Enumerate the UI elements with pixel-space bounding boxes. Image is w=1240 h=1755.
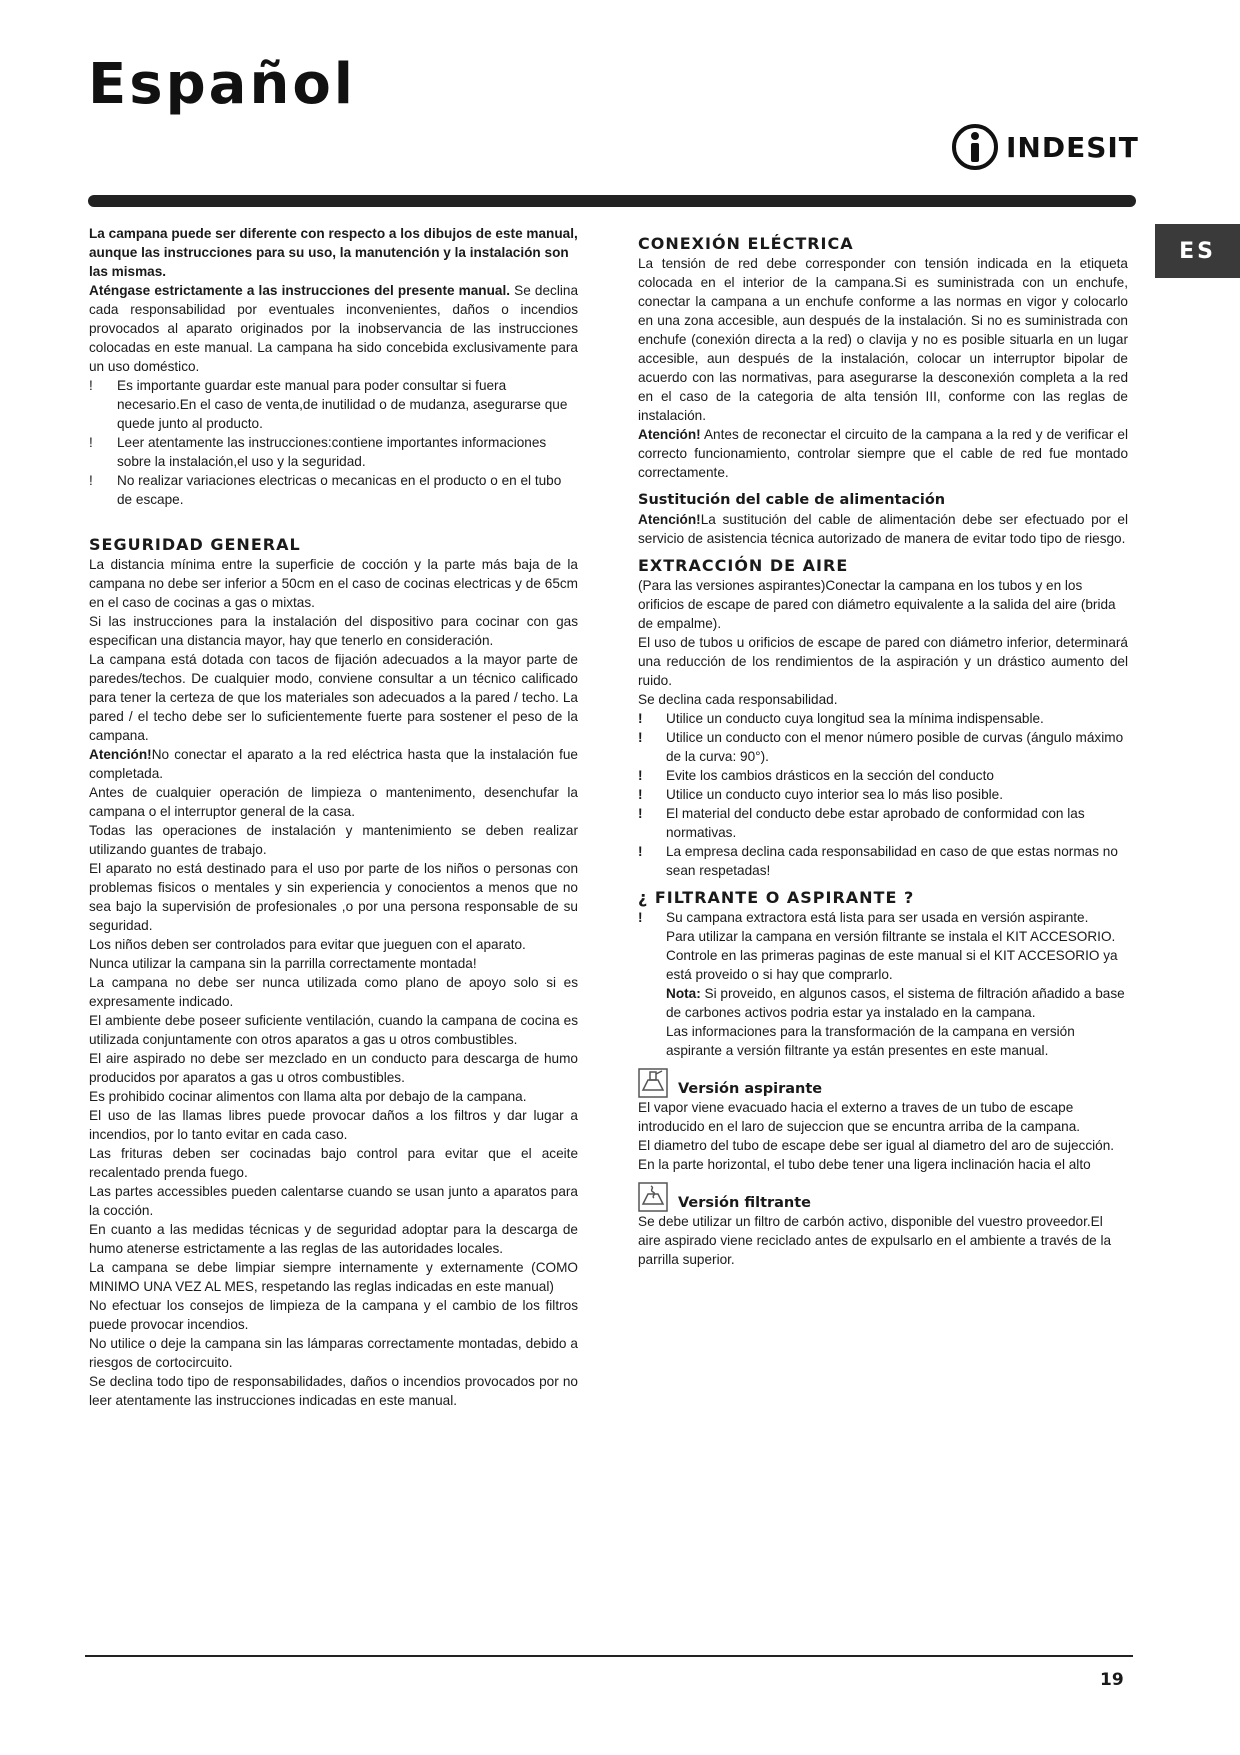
- right-column: [638, 234, 1128, 1269]
- seguridad-p16: Las partes accessibles pueden calentarse cuando se usan junto a aparatos para la cocción.: [89, 1184, 578, 1218]
- cable-heading: Sustitución del cable de alimentación: [638, 492, 946, 508]
- language-tab: ES: [1155, 224, 1240, 278]
- extraccion-heading: EXTRACCIÓN DE AIRE: [638, 556, 849, 575]
- conexion-heading: CONEXIÓN ELÉCTRICA: [638, 234, 854, 253]
- list-item: ! Utilice un conducto cuyo interior sea lo más liso posible.: [638, 787, 1003, 802]
- intro-text: Se declina cada responsabilidad por eventuales inconvenientes, daños o incendios provocados al aparato originados por la inobservancia de las instrucciones colocadas en este manual. La campana ha sido concebida exclusivamente para un uso doméstico.: [89, 283, 578, 374]
- seguridad-p13: Es prohibido cocinar alimentos con llama alta por debajo de la campana.: [89, 1089, 527, 1104]
- list-item: ! Utilice un conducto con el menor número posible de curvas (ángulo máximo de la curva: 90°).: [638, 730, 1124, 764]
- seguridad-p11: El ambiente debe poseer suficiente ventilación, cuando la campana de cocina es utilizada conjuntamente con otros aparatos a gas u otros combustibles.: [89, 1013, 578, 1047]
- hood-filter-icon: [638, 1182, 668, 1212]
- list-item: ! No realizar variaciones electricas o mecanicas en el producto o en el tubo de escape.: [89, 473, 562, 507]
- page-title: Español: [88, 52, 356, 117]
- seguridad-p10: La campana no debe ser nunca utilizada como plano de apoyo solo si es expresamente indicado.: [89, 975, 578, 1009]
- list-item: ! El material del conducto debe estar aprobado de conformidad con las normativas.: [638, 806, 1085, 840]
- aspirante-p3: En la parte horizontal, el tubo debe tener una ligera inclinación hacia el alto: [638, 1157, 1091, 1172]
- seguridad-p18: La campana se debe limpiar siempre internamente y externamente (COMO MINIMO UNA VEZ AL MES, respetando las reglas indicadas en este manual): [89, 1260, 578, 1294]
- seguridad-p3: La campana está dotada con tacos de fijación adecuados a la mayor parte de paredes/techos. De cualquier modo, conviene consultar a un técnico calificado para tener la certeza de que los materiales son adecuados a la pared / techo. La pared / el techo debe ser lo suficientemente fuerte para sostener el peso de la campana.: [89, 652, 578, 743]
- seguridad-p14: El uso de las llamas libres puede provocar daños a los filtros y dar lugar a incendios, por lo tanto evitar en cada caso.: [89, 1108, 578, 1142]
- seguridad-p12: El aire aspirado no debe ser mezclado en un conducto para descarga de humo producidos por aparatos a gas u otros combustibles.: [89, 1051, 578, 1085]
- list-item: ! Leer atentamente las instrucciones:contiene importantes informaciones sobre la instalación,el uso y la seguridad.: [89, 435, 547, 469]
- extraccion-bullet-list: [638, 709, 1128, 880]
- filtrante-p1: Se debe utilizar un filtro de carbón activo, disponible del vuestro proveedor.El aire aspirado viene reciclado antes de expulsarlo en el ambiente a través de la parrilla superior.: [638, 1214, 1112, 1267]
- brand-name: INDESIT: [1006, 130, 1139, 164]
- left-column: [89, 224, 578, 1410]
- list-item: ! Su campana extractora está lista para ser usada en versión aspirante. Para utilizar la campana en versión filtrante se instala el KIT ACCESORIO. Controle en las primeras paginas de este manual si el KIT ACCESORIO ya está proveido o si hay que comprarlo. Nota: Si proveido, en algunos casos, el sistema de filtración añadido a base de carbones activos podria estar ya instalado en la campana. Las informaciones para la transformación de la campana en versión aspirante a versión filtrante ya están presentes en este manual.: [638, 910, 1125, 1058]
- page-number: 19: [1100, 1670, 1124, 1690]
- header-divider: [88, 195, 1136, 207]
- list-item: ! Evite los cambios drásticos en la sección del conducto: [638, 768, 994, 783]
- conexion-p1: La tensión de red debe corresponder con tensión indicada en la etiqueta colocada en el interior de la campana.Si es suministrada con un enchufe, conectar la campana a un enchufe conforme a las normas en vigor y colocarlo en una zona accesible, aun después de la instalación. Si no es suministrada con enchufe (conexión directa a la red) o clavija y no es posible situarla en un lugar accesible, aun después de la instalación, colocar un interruptor bipolar de acuerdo con las normativas, para asegurarse la desconexión completa a la red en el caso de la categoria de alta tensión III, conforme con las reglas de instalación.: [638, 256, 1128, 423]
- seguridad-p20: No utilice o deje la campana sin las lámparas correctamente montadas, debido a riesgos de cortocircuito.: [89, 1336, 578, 1370]
- extraccion-p1: (Para las versiones aspirantes)Conectar la campana en los tubos y en los orificios de escape de pared con diámetro equivalente a la salida del aire (brida de empalme).: [638, 578, 1116, 631]
- hood-outlet-icon: [638, 1068, 668, 1098]
- seguridad-p19: No efectuar los consejos de limpieza de la campana y el cambio de los filtros puede provocar incendios.: [89, 1298, 578, 1332]
- version-aspirante-header: [638, 1068, 1128, 1098]
- conexion-p2: Atención! Antes de reconectar el circuito de la campana a la red y de verificar el correcto funcionamiento, controlar siempre que el cable de red fue montado correctamente.: [638, 427, 1128, 480]
- seguridad-p6: Todas las operaciones de instalación y mantenimiento se deben realizar utilizando guantes de trabajo.: [89, 823, 578, 857]
- list-item: ! Utilice un conducto cuya longitud sea la mínima indispensable.: [638, 711, 1044, 726]
- aspirante-p2: El diametro del tubo de escape debe ser igual al diametro del aro de sujección.: [638, 1138, 1115, 1153]
- version-aspirante-heading: Versión aspirante: [678, 1081, 823, 1097]
- list-item: ! La empresa declina cada responsabilidad en caso de que estas normas no sean respetadas!: [638, 844, 1118, 878]
- extraccion-p2: El uso de tubos u orificios de escape de pared con diámetro inferior, determinará una reducción de los rendimientos de la aspiración y un drástico aumento del ruido.: [638, 635, 1128, 688]
- version-filtrante-heading: Versión filtrante: [678, 1195, 812, 1211]
- intro-paragraph: [89, 281, 578, 376]
- extraccion-p3: Se declina cada responsabilidad.: [638, 692, 838, 707]
- intro-bullet-list: [89, 376, 578, 509]
- footer-divider: [85, 1655, 1133, 1657]
- seguridad-p7: El aparato no está destinado para el uso por parte de los niños o personas con problemas fisicos o mentales y sin experiencia y conocientos a menos que no sea bajo la supervisión de profesionales ,o por una persona responsable de su seguridad.: [89, 861, 578, 933]
- filtrante-heading: ¿ FILTRANTE O ASPIRANTE ?: [638, 888, 915, 907]
- list-item: ! Es importante guardar este manual para poder consultar si fuera necesario.En el caso de venta,de inutilidad o de mudanza, asegurarse que quede junto al producto.: [89, 378, 568, 431]
- seguridad-p1: La distancia mínima entre la superficie de cocción y la parte más baja de la campana no debe ser inferior a 50cm en el caso de cocinas electricas y de 65cm en el caso de cocinas a gas o mixtas.: [89, 557, 578, 610]
- seguridad-p21: Se declina todo tipo de responsabilidades, daños o incendios provocados por no leer atentamente las instrucciones indicadas en este manual.: [89, 1374, 578, 1408]
- version-filtrante-header: [638, 1182, 1128, 1212]
- seguridad-p2: Si las instrucciones para la instalación del dispositivo para cocinar con gas especifican una distancia mayor, hay que tenerlo en consideración.: [89, 614, 578, 648]
- seguridad-p15: Las frituras deben ser cocinadas bajo control para evitar que el aceite recalentado prenda fuego.: [89, 1146, 578, 1180]
- intro-strong: Aténgase estrictamente a las instrucciones del presente manual.: [89, 283, 511, 298]
- seguridad-p8: Los niños deben ser controlados para evitar que jueguen con el aparato.: [89, 937, 526, 952]
- seguridad-p17: En cuanto a las medidas técnicas y de seguridad adoptar para la descarga de humo atenerse estrictamente a las reglas de las autoridades locales.: [89, 1222, 578, 1256]
- seguridad-p9: Nunca utilizar la campana sin la parrilla correctamente montada!: [89, 956, 477, 971]
- aspirante-p1: El vapor viene evacuado hacia el externo a traves de un tubo de escape introducido en el laro de sujeccion que se encuntra arriba de la campana.: [638, 1100, 1081, 1134]
- indesit-i-logo-icon: [950, 122, 1000, 172]
- seguridad-p5: Antes de cualquier operación de limpieza o mantenimento, desenchufar la campana o el interruptor general de la casa.: [89, 785, 578, 819]
- seguridad-heading: SEGURIDAD GENERAL: [89, 535, 301, 554]
- filtrante-list: [638, 908, 1128, 1060]
- conexion-p3: Atención!La sustitución del cable de alimentación debe ser efectuado por el servicio de asistencia técnica autorizado de manera de evitar todo tipo de riesgo.: [638, 512, 1128, 546]
- seguridad-p4: Atención!No conectar el aparato a la red eléctrica hasta que la instalación fue completada.: [89, 747, 578, 781]
- brand-logo: [950, 122, 1139, 172]
- intro-lead: La campana puede ser diferente con respecto a los dibujos de este manual, aunque las instrucciones para su uso, la manutención y la instalación son las mismas.: [89, 226, 578, 279]
